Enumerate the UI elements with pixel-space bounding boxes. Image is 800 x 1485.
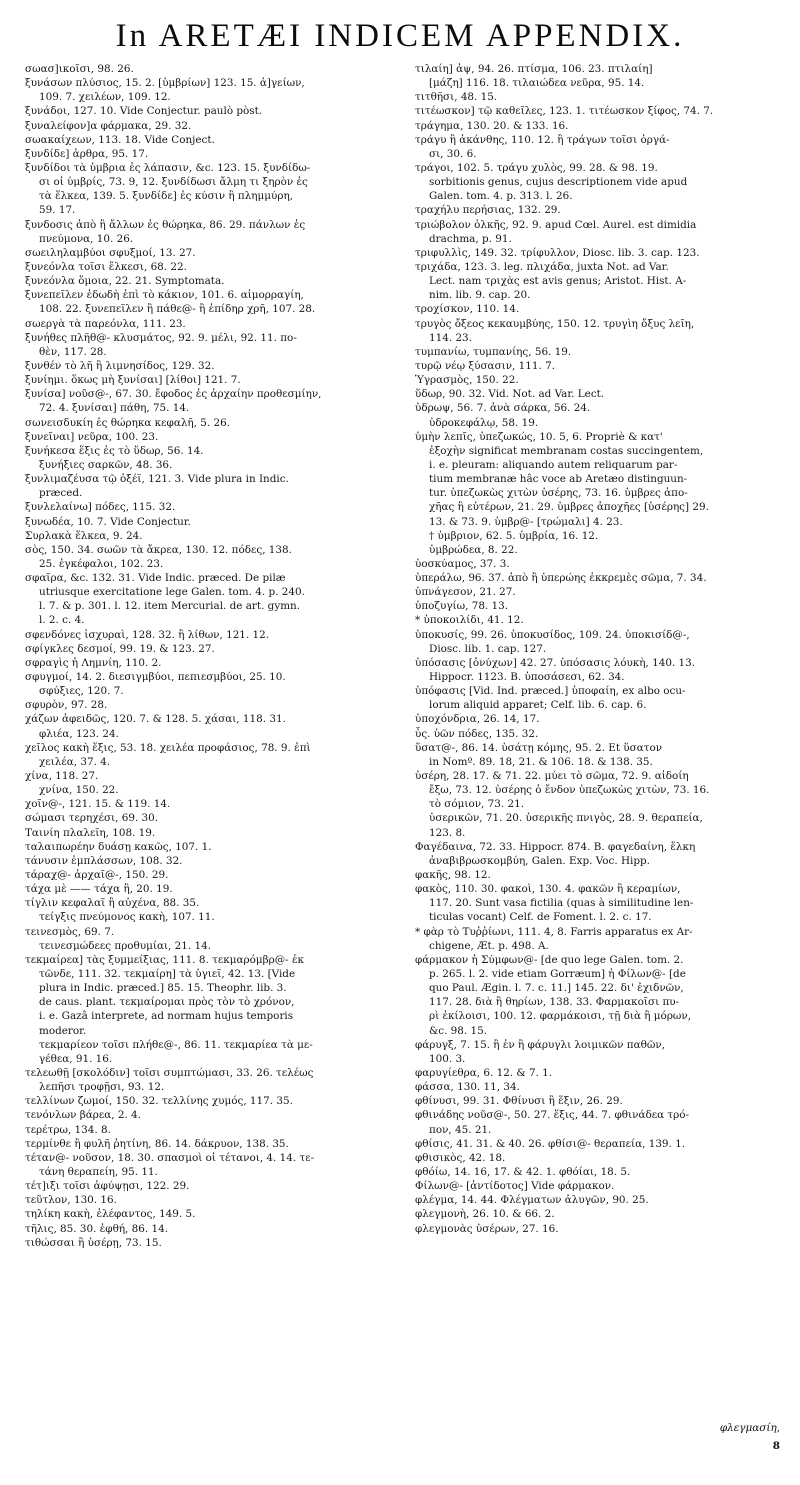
index-line: χοῖν@-, 121. 15. & 119. 14.: [25, 798, 171, 811]
index-line: tium membranæ hâc voce ab Aretæo distinguun-: [429, 473, 688, 486]
index-line: φάρυγξ, 7. 15. ἢ ἐν ἢ φάρυγλι λοιμικῶν παθῶν,: [415, 1038, 665, 1051]
index-line: ὑδροκεφάλῳ, 58. 19.: [429, 416, 539, 429]
index-line: φθίσις, 41. 31. & 40. 26. φθίσι@- θεραπεία, 139. 1.: [415, 1137, 686, 1150]
index-line: τάνη θεραπείη, 95. 11.: [39, 1165, 158, 1178]
catchword: φλεγμασίη,: [719, 1422, 780, 1434]
index-line: 59. 17.: [39, 204, 76, 217]
index-line: ξυνλιμαζέυσα τῷ ὀξέϊ, 121. 3. Vide plura in Indic.: [25, 473, 289, 486]
index-line: πον, 45. 21.: [429, 1123, 492, 1136]
index-line: τάραχ@- ἀρχαῖ@-, 150. 29.: [25, 869, 169, 882]
index-line: sorbitionis genus, cujus descriptionem vide apud: [429, 176, 688, 189]
index-line: ρὶ ἐκίλοισι, 100. 12. φαρμάκοισι, τῇ διὰ ἢ μόρων,: [429, 1010, 692, 1023]
index-line: tur. ὑπεζωκὼς χιτὼν ὑσέρης, 73. 16. ὑμβρες ἀπο-: [429, 487, 688, 500]
index-line: σώμασι τερηχέσι, 69. 30.: [25, 812, 159, 825]
index-line: ἔξω, 73. 12. ὑσέρης ὁ ἔνδον ὑπεζωκὼς χιτὼν, 73. 16.: [429, 784, 710, 797]
index-line: de caus. plant. τεκμαίρομαι πρὸς τὸν τὸ χρόνον,: [39, 996, 295, 1009]
index-line: ξυνεῖναι] νεῦρα, 100. 23.: [25, 430, 159, 443]
index-line: l. 7. & p. 301. l. 12. item Mercurial. de art. gymn.: [39, 600, 301, 613]
index-line: ξυναλείφον]α φάρμακα, 29. 32.: [25, 119, 192, 132]
index-line: τράγυ ἢ ἀκάνθης, 110. 12. ἢ τράγων τοῖσι ὀργά-: [415, 133, 670, 146]
index-line: τελλίνων ζωμοί, 150. 32. τελλίνης χυμός, 117. 35.: [25, 1095, 293, 1108]
index-line: τυρῷ νέῳ ξύσασιν, 111. 7.: [415, 359, 556, 372]
index-line: φαρυγίεθρα, 6. 12. & 7. 1.: [415, 1066, 553, 1079]
index-line: σφίγκλες δεσμοί, 99. 19. & 123. 27.: [25, 642, 215, 655]
index-line: ὕσατ@-, 86. 14. ὑσάτῃ κόμης, 95. 2. Et ὕσατον: [415, 741, 663, 754]
index-line: ticulas vocant) Celf. de Foment. l. 2. c. 17.: [429, 911, 652, 924]
index-line: ἀναβιβρωσκομβύη, Galen. Exp. Voc. Hipp.: [429, 854, 650, 867]
index-line: τῶνδε, 111. 32. τεκμαίρη] τὰ ὑγιεῖ, 42. 13. [Vide: [39, 968, 296, 980]
index-line: φάρμακον ἡ Σύμφων@- [de quo lege Galen. tom. 2.: [415, 953, 684, 966]
index-line: τριχάδα, 123. 3. leg. πλιχάδα, juxta Not. ad Var.: [415, 260, 669, 273]
index-line: * φὰρ τὸ Τυῤῥίωνι, 111. 4, 8. Farris apparatus ex Ar-: [415, 925, 693, 938]
index-line: ξυνίσα] νοῦσ@-, 67. 30. ἔφοδος ἐς ἀρχαίην προθεσμίην,: [25, 388, 322, 401]
index-line: 123. 8.: [429, 826, 466, 839]
index-line: ξυνωδέα, 10. 7. Vide Conjectur.: [25, 515, 191, 528]
index-line: τῆλις, 85. 30. ἑφθή, 86. 14.: [25, 1222, 169, 1235]
index-line: τραχήλυ περήσιας, 132. 29.: [415, 204, 561, 217]
index-line: ξυνίημι. ὅκως μὴ ξυνίσαι] [λίθοι] 121. 7.: [25, 374, 241, 387]
index-line: τενόνλων βάρεα, 2. 4.: [25, 1109, 141, 1122]
index-line: chigene, Æt. p. 498. A.: [429, 939, 549, 952]
index-line: σι, 30. 6.: [429, 147, 477, 160]
index-line: ὑπνάγεσον, 21. 27.: [415, 586, 516, 599]
index-line: [μάζη] 116. 18. τιλαιώδεα νεῦρα, 95. 14.: [429, 77, 645, 90]
index-line: τερέτρω, 134. 8.: [25, 1123, 111, 1136]
index-line: τεκμαρίεον τοῖσι πλήθε@-, 86. 11. τεκμαρίεα τὰ με-: [39, 1038, 313, 1051]
index-line: ὑσερικῶν, 71. 20. ὑσερικῆς πνιγὸς, 28. 9. θεραπεία,: [429, 812, 703, 825]
index-line: τρυγὸς ὄξεος κεκαυμβύης, 150. 12. τρυγὶη ὄξυς λεῖη,: [415, 317, 695, 330]
index-line: χάζων ἀφειδῶς, 120. 7. & 128. 5. χάσαι, 118. 31.: [25, 713, 286, 726]
index-line: ξυνεόνλα τοῖσι ἕλκεσι, 68. 22.: [25, 260, 187, 273]
index-line: τερμίνθε ἢ φυλῆ ῥητίνη, 86. 14. δάκρυον, 138. 35.: [25, 1137, 289, 1150]
index-line: φλεγμονὰς ὑσέρων, 27. 16.: [415, 1222, 559, 1235]
index-line: φλιέα, 123. 24.: [39, 727, 119, 740]
signature-mark: 8: [772, 1440, 780, 1452]
index-line: τεκμαίρεα] τὰς ξυμμείξιας, 111. 8. τεκμαρόμβρ@- ἐκ: [25, 953, 305, 966]
index-line: σφυρὸν, 97. 28.: [25, 699, 108, 712]
index-line: φθόίω, 14. 16, 17. & 42. 1. φθόίαι, 18. 5.: [415, 1165, 631, 1178]
index-line: ξυνεπεῖλεν ἐδωδὴ ἐπὶ τὸ κάκιον, 101. 6. αἱμορραγίη,: [25, 289, 304, 302]
index-line: 13. & 73. 9. ὑμβρ@- [τρώμαλι] 4. 23.: [429, 515, 623, 528]
index-line: φθίνυσι, 99. 31. Φθίνυσι ἢ ἕξιν, 26. 29.: [415, 1095, 623, 1108]
index-line: ξυνλελαίνω] πόδες, 115. 32.: [25, 501, 176, 514]
index-line: lorum aliquid apparet; Celf. lib. 6. cap. 6.: [429, 699, 647, 712]
index-line: Hippocr. 1123. B. ὑποσάσεσι, 62. 34.: [429, 671, 625, 684]
index-line: Galen. tom. 4. p. 313. l. 26.: [429, 190, 573, 203]
index-line: † ὑμβριον, 62. 5. ὑμβρία, 16. 12.: [429, 529, 599, 542]
index-line: χῆας ἢ εὐτέρων, 21. 29. ὑμβρες ἀποχῆες [ὑσέρης] 29.: [429, 501, 709, 514]
index-line: quo Paul. Ægin. l. 7. c. 11.] 145. 22. δι' ἐχιδνῶν,: [429, 982, 684, 995]
index-line: σφραγὶς ἡ Λημνίη, 110. 2.: [25, 656, 162, 669]
index-line: ταλαιπωρέην δυάσῃ κακῶς, 107. 1.: [25, 840, 212, 853]
index-line: ὗς. ὑῶν πόδες, 135. 32.: [415, 727, 539, 740]
index-line: τράγοι, 102. 5. τράγυ χυλὸς, 99. 28. & 98. 19.: [415, 161, 658, 174]
index-line: χεῖλος κακὴ ἕξις, 53. 18. χειλέα προφάσιος, 78. 9. ἐπὶ: [25, 741, 311, 754]
index-line: moderor.: [39, 1024, 87, 1037]
index-line: τροχίσκον, 110. 14.: [415, 303, 520, 316]
index-line: σι οἱ ὑμβρίς, 73. 9, 12. ξυνδίδωσι ἄλμη τι ξηρὸν ἐς: [39, 176, 308, 189]
index-line: nim. lib. 9. cap. 20.: [429, 289, 531, 302]
index-line: τράγημα, 130. 20. & 133. 16.: [415, 119, 569, 132]
index-line: τάνυσιν ἐμπλάσσων, 108. 32.: [25, 854, 183, 867]
index-line: τυμπανίω, τυμπανίης, 56. 19.: [415, 345, 572, 358]
index-line: φακῆς, 98. 12.: [415, 869, 491, 882]
index-line: σωνεισδυκίη ἐς θώρηκα κεφαλῆ, 5. 26.: [25, 416, 231, 429]
index-line: φάσσα, 130. 11, 34.: [415, 1081, 520, 1094]
page-title: In ARETÆI INDICEM APPENDIX.: [115, 18, 685, 54]
index-line: τέταν@- νοῦσον, 18. 30. σπασμοὶ οἱ τέτανοι, 4. 14. τε-: [25, 1151, 315, 1164]
index-line: ξυνάδοι, 127. 10. Vide Conjectur. paulò pòst.: [25, 105, 263, 118]
index-line: * ὑποκοιλίδι, 41. 12.: [415, 614, 524, 627]
index-line: Συρλακὰ ἕλκεα, 9. 24.: [25, 529, 143, 542]
index-line: 108. 22. ξυνεπεῖλεν ἢ πάθε@- ἢ ἐπίδηρ χρῆ, 107. 28.: [39, 303, 316, 316]
index-line: χνίνα, 150. 22.: [39, 784, 119, 797]
index-line: σφαῖρα, &c. 132. 31. Vide Indic. præced. De pilæ: [25, 572, 286, 585]
index-line: σφενδόνες ἰσχυραὶ, 128. 32. ἢ λίθων, 121. 12.: [25, 628, 270, 641]
index-line: præced.: [39, 487, 83, 500]
index-line: ξυνήξιες σαρκῶν, 48. 36.: [39, 458, 173, 471]
index-line: ξυνδίδε] ἀρθρα, 95. 17.: [25, 147, 149, 160]
index-line: τείγξις πνεύμονος κακὴ, 107. 11.: [39, 911, 215, 924]
index-line: τάχα μὲ —— τάχα ἢ, 20. 19.: [25, 883, 173, 896]
index-line: τελεωθῇ [σκολόδιν] τοῖσι συμπτώμασι, 33. 26. τελέως: [25, 1066, 314, 1079]
right-column: [415, 62, 790, 1236]
index-line: Φίλων@- [ἀντίδοτος] Vide φάρμακον.: [415, 1180, 615, 1193]
index-line: p. 265. l. 2. vide etiam Gorræum] ἡ Φίλων@- [de: [429, 968, 686, 980]
index-line: ξυνδοσις ἀπὸ ἢ ἄλλων ἐς θώρηκα, 86. 29. πάνλων ἐς: [25, 218, 306, 231]
page-footer: [720, 1422, 780, 1452]
index-line: τιτέωσκον] τῷ καθεῖλες, 123. 1. τιτέωσκον ξίφος, 74. 7.: [415, 105, 714, 118]
index-line: χίνα, 118. 27.: [25, 770, 99, 783]
index-line: Lect. nam τριχὰς est avis genus; Aristot. Hist. A-: [429, 275, 687, 288]
index-line: τιλαίη] ἀψ, 94. 26. πτίσμα, 106. 23. πτιλαίη]: [415, 63, 653, 75]
index-line: ὑπόσασις [ὀνύχων] 42. 27. ὑπόσασις λόυκὴ, 140. 13.: [415, 656, 696, 669]
index-line: ὑποζυγίω, 78. 13.: [415, 600, 509, 613]
index-line: &c. 98. 15.: [429, 1024, 488, 1037]
index-line: l. 2. c. 4.: [39, 614, 85, 627]
index-line: τηλίκη κακὴ, ἐλέφαντος, 149. 5.: [25, 1208, 196, 1221]
index-line: utriusque exercitatione lege Galen. tom. 4. p. 240.: [39, 586, 305, 599]
index-line: γέθεα, 91. 16.: [39, 1052, 113, 1065]
index-line: τέτ]ιξι τοῖσι ἀφύψῃσι, 122. 29.: [25, 1180, 190, 1193]
index-line: τιτθῆσι, 48. 15.: [415, 91, 498, 104]
index-line: 114. 23.: [429, 331, 472, 344]
index-line: 100. 3.: [429, 1052, 466, 1065]
index-line: σωακαίχεων, 113. 18. Vide Conject.: [25, 133, 215, 146]
index-line: i. e. pleuram: aliquando autem reliquarum par-: [429, 458, 678, 471]
index-line: τεινεσμώδεες προθυμίαι, 21. 14.: [39, 939, 212, 952]
index-line: τριώβολον ὁλκῆς, 92. 9. apud Cœl. Aurel. est dimidia: [415, 218, 697, 231]
index-line: σωασ]ικοῖσι, 98. 26.: [25, 63, 134, 75]
index-line: φακὸς, 110. 30. φακοὶ, 130. 4. φακῶν ἢ κεραμίων,: [415, 883, 681, 896]
index-line: ξυνάσων πλύσιος, 15. 2. [ὑμβρίων] 123. 15. ἀ]γείων,: [25, 77, 305, 90]
index-line: φθινάδης νοῦσ@-, 50. 27. ἕξις, 44. 7. φθινάδεα τρό-: [415, 1109, 690, 1122]
index-line: σωεργὰ τὰ παρεόνλα, 111. 23.: [25, 317, 186, 330]
index-line: φθισικὸς, 42. 18.: [415, 1151, 506, 1164]
index-line: ξυνήκεσα ἕξις ἐς τὸ ὕδωρ, 56. 14.: [25, 444, 204, 457]
index-line: ὑδρωψ, 56. 7. ἀνὰ σάρκα, 56. 24.: [415, 402, 591, 415]
index-line: in Nomº. 89. 18, 21. & 106. 18. & 138. 35.: [429, 755, 653, 768]
left-column: [25, 62, 403, 1250]
index-line: Φαγέδαινα, 72. 33. Hippocr. 874. B. φαγεδαίνη, ἕλκη: [415, 840, 696, 853]
index-line: ὕδωρ, 90. 32. Vid. Not. ad Var. Lect.: [415, 388, 605, 401]
index-line: τριφυλλὶς, 149. 32. τρίφυλλον, Diosc. lib. 3. cap. 123.: [415, 246, 700, 259]
index-line: drachma, p. 91.: [429, 232, 512, 245]
index-line: ἐξοχὴν significat membranam costas succingentem,: [429, 444, 704, 457]
index-line: 117. 28. διὰ ἢ θηρίων, 138. 33. Φαρμακοῖσι πυ-: [429, 996, 680, 1009]
index-line: Ταινίη πλαλεῖη, 108. 19.: [25, 826, 156, 839]
index-line: ὑποχόνδρια, 26. 14, 17.: [415, 713, 540, 726]
index-line: 25. ἐγκέφαλοι, 102. 23.: [39, 557, 164, 570]
index-line: ὑπεράλω, 96. 37. ἀπὸ ἢ ὑπερώης ἐκκρεμὲς σῶμα, 7. 34.: [415, 572, 707, 585]
index-line: ὑμὴν λεπῖς, ὑπεζωκώς, 10. 5, 6. Propriè & κατ': [415, 430, 663, 443]
index-line: ξυνθέν τὸ λῆ ἢ λιμνησίδος, 129. 32.: [25, 359, 215, 372]
index-line: χειλέα, 37. 4.: [39, 755, 111, 768]
index-line: φλεγμονὴ, 26. 10. & 66. 2.: [415, 1208, 555, 1221]
index-line: τεῦτλον, 130. 16.: [25, 1194, 117, 1207]
index-line: Diosc. lib. 1. cap. 127.: [429, 642, 547, 655]
index-line: πνεύμονα, 10. 26.: [39, 232, 134, 245]
index-line: λεπῆσι τροφῇσι, 93. 12.: [39, 1081, 165, 1094]
index-line: 72. 4. ξυνίσαι] πάθη, 75. 14.: [39, 402, 190, 415]
index-line: plura in Indic. præced.] 85. 15. Theophr. lib. 3.: [39, 982, 287, 995]
index-line: θὲν, 117. 28.: [39, 345, 107, 358]
index-line: 117. 20. Sunt vasa fictilia (quas à similitudine len-: [429, 897, 694, 910]
index-line: τεινεσμὸς, 69. 7.: [25, 925, 115, 938]
index-line: 109. 7. χειλέων, 109. 12.: [39, 91, 171, 104]
index-line: ὑπόφασις [Vid. Ind. præced.] ὑποφαίη, ex albo ocu-: [415, 685, 686, 698]
index-line: σφύξιες, 120. 7.: [39, 685, 124, 698]
index-line: σωειληλαμβύοι σφυξμοί, 13. 27.: [25, 246, 196, 259]
index-line: σφυγμοί, 14. 2. διεσιγμβύοι, πεπιεσμβύοι, 25. 10.: [25, 671, 286, 684]
index-line: τὰ ἕλκεα, 139. 5. ξυνδίδε] ἐς κύσιν ἢ πλημμύρη,: [39, 190, 293, 203]
index-line: ὑμβρώδεα, 8. 22.: [429, 543, 518, 556]
index-line: τὸ σόμιον, 73. 21.: [429, 798, 525, 811]
index-line: ὑοσκύαμος, 37. 3.: [415, 557, 510, 570]
index-line: σὸς, 150. 34. σωῶν τὰ ἄκρεα, 130. 12. πόδες, 138.: [25, 543, 292, 556]
index-line: ξυνεόνλα ὅμοια, 22. 21. Symptomata.: [25, 275, 225, 288]
index-line: τιθώσσαι ἢ ὑσέρῃ, 73. 15.: [25, 1236, 162, 1249]
index-line: ξυνδίδοι τὰ ὑμβρια ἐς λάπασιν, &c. 123. 15. ξυνδίδω-: [25, 161, 311, 174]
index-line: ὑποκυσίς, 99. 26. ὑποκυσίδος, 109. 24. ὑποκισίδ@-,: [415, 628, 690, 641]
index-line: i. e. Gazâ interprete, ad normam hujus temporis: [39, 1010, 294, 1023]
index-line: φλέγμα, 14. 44. Φλέγματων ἀλυγῶν, 90. 25.: [415, 1194, 649, 1207]
index-line: Ὑγρασμὸς, 150. 22.: [415, 374, 519, 387]
index-line: τίγλιν κεφαλαῖ ἢ αὐχένα, 88. 35.: [25, 897, 200, 910]
index-line: ὑσέρη, 28. 17. & 71. 22. μύει τὸ σῶμα, 72. 9. αἰδοίη: [415, 770, 689, 783]
index-line: ξυνήθες πλῆθ@- κλυσμάτος, 92. 9. μέλι, 92. 11. πο-: [25, 331, 297, 344]
